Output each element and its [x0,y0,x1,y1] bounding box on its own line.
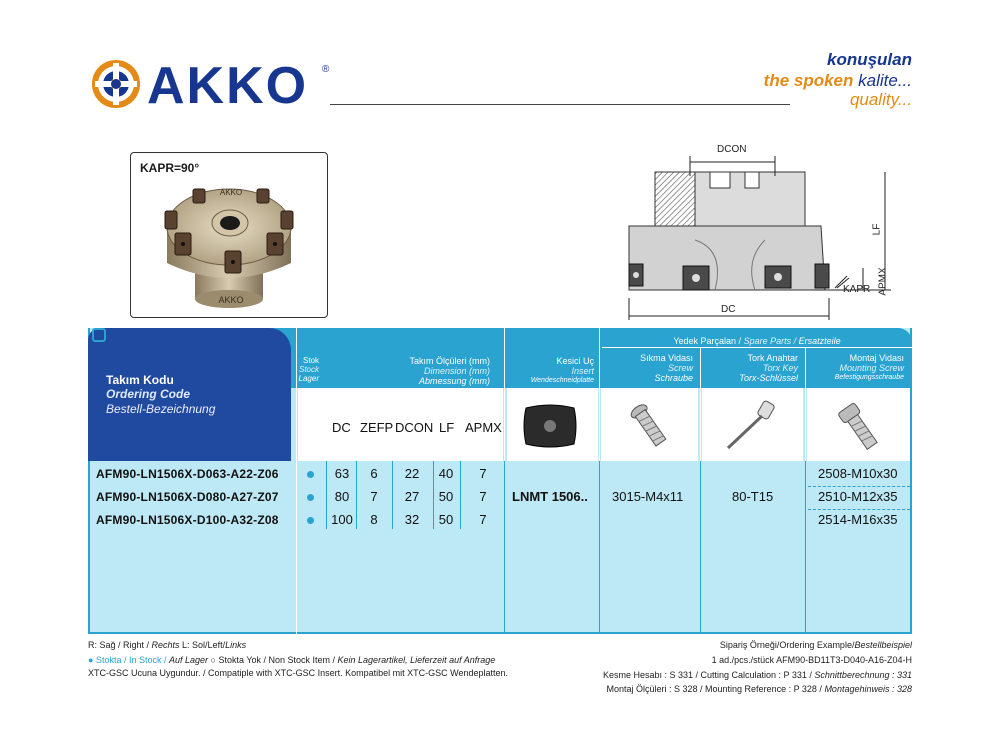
cutting-calc-de: Schnittberechnung : 331 [814,670,912,680]
cell-apmx: 7 [479,512,487,527]
lf-label: LF [871,223,883,236]
stock-de: Lager [298,374,319,383]
screw-de: Schraube [654,373,693,383]
cell-mount: 2510-M12x35 [818,489,898,504]
row-divider [808,486,910,487]
kapr-label: KAPR=90° [140,161,200,175]
dc-label: DC [721,304,736,315]
cell-lf: 40 [438,466,454,481]
grid-line [599,461,600,634]
cell-apmx: 7 [479,489,487,504]
akko-logo [92,57,337,115]
slogan-the-spoken: the spoken [763,71,854,90]
legend-left-de: Links [225,640,247,650]
key-de: Torx-Schlüssel [739,373,798,383]
grid-line [504,461,505,634]
row-divider [808,509,910,510]
cell-zefp: 8 [370,512,378,527]
screw-en: Screw [667,363,693,373]
cell-zefp: 6 [370,466,378,481]
spare-en: Spare Parts / [743,336,797,346]
insert-en: Insert [571,366,594,376]
mounting-ref [606,684,912,694]
legend-direction [88,640,246,650]
torx-key-icon [720,398,780,454]
ordering-code-header [88,328,291,461]
stock-header [296,356,319,383]
spare-tr: Yedek Parçalan / [673,336,742,346]
legend-right: R: Sağ / Right / [88,640,152,650]
cell-zefp: 7 [370,489,378,504]
screw-header [602,353,693,383]
mounting-ref-text: Montaj Ölçüleri : S 328 / Mounting Reference : P 328 / [606,684,825,694]
corner-mark-icon [92,328,106,342]
spare-parts-title [602,336,912,346]
screw-icon [628,402,672,452]
insert-header [508,356,594,386]
dims-header [328,356,490,386]
mounting-screw-icon [834,402,884,452]
spare-divider [602,347,912,348]
cutting-calc-text: Kesme Hesabı : S 331 / Cutting Calculation : P 331 / [602,670,815,680]
slogan-line-1: konuşulan [826,50,912,69]
svg-text:AKKO: AKKO [218,295,244,305]
cell-dcon: 32 [404,512,420,527]
in-stock-dot-icon [307,494,314,501]
col-dc: DC [332,420,351,435]
title-tr: Takım Kodu [106,373,174,387]
svg-text:AKKO: AKKO [219,188,243,197]
insert-tr: Kesici Uç [556,356,594,366]
cutting-calc-ref [603,670,912,680]
mount-en: Mounting Screw [839,363,904,373]
registered-mark: ® [322,64,330,75]
ordering-example-value: 1 ad./pcs./stück AFM90-BD11T3-D040-A16-Z04-H [711,655,912,665]
cell-mount: 2508-M10x30 [818,466,898,481]
kapr-dim-label: KAPR [843,284,871,295]
spare-de: Ersatzteile [798,336,841,346]
col-dcon: DCON [395,420,434,435]
in-stock-dot-icon [307,517,314,524]
key-tr: Tork Anahtar [747,353,798,363]
col-lf: LF [439,420,455,435]
dcon-label: DCON [717,144,747,155]
stock-en: Stock [298,365,319,374]
ordering-example-de: Bestellbeispiel [854,640,912,650]
legend-non-stock-de: Kein Lagerartikel, Lieferzeit auf Anfrage [337,655,496,665]
cell-mount: 2514-M16x35 [818,512,898,527]
key-header [703,353,798,383]
cell-dcon: 22 [404,466,420,481]
header-rule [330,104,790,105]
dims-de: Abmessung (mm) [418,376,490,386]
cutter-cross-section [615,140,895,326]
slogan-kalite: kalite... [858,71,912,90]
insert-de: Wendeschneidplatte [530,377,594,384]
ordering-code: AFM90-LN1506X-D063-A22-Z06 [96,467,279,481]
screw-tr: Sıkma Vidası [640,353,693,363]
product-table [88,328,912,634]
insert-icon [520,400,580,452]
cell-dc: 80 [334,489,350,504]
cell-dcon: 27 [404,489,420,504]
brand-name: AKKO [147,57,309,115]
in-stock-dot-icon [307,471,314,478]
slogan-line-3: quality... [849,90,912,109]
akko-logo-mark-icon [92,60,140,108]
cell-lf: 50 [438,512,454,527]
key-en: Torx Key [762,363,798,373]
apmx-label: APMX [877,267,889,296]
legend-right-de: Rechts [151,640,180,650]
title-de: Bestell-Bezeichnung [106,402,216,416]
legend-in-stock: ● Stokta / In Stock / [88,655,167,665]
grid-line [296,328,297,634]
grid-line [700,461,701,634]
screw-value: 3015-M4x11 [612,489,684,504]
legend-left: L: Sol/Left/ [179,640,226,650]
ordering-example-label: Sipariş Örneği/Ordering Example/ [719,640,855,650]
legend-stock [88,655,495,665]
cell-dc: 100 [331,512,353,527]
ordering-example-title [720,640,912,650]
dims-en: Dimension (mm) [423,366,490,376]
face-mill-photo [131,153,327,317]
cell-apmx: 7 [479,466,487,481]
grid-line [805,461,806,634]
slogan-line-2 [764,71,912,91]
legend-non-stock: ○ Stokta Yok / Non Stock Item / [210,655,338,665]
product-photo-frame [130,152,328,318]
legend-in-stock-de: Auf Lager [168,655,209,665]
stock-tr: Stok [302,356,319,365]
mount-de: Befestigungsschraube [834,374,904,381]
grid-line [392,461,393,529]
compatibility-note: XTC-GSC Ucuna Uygundur. / Compatiple with XTC-GSC Insert. Kompatibel mit XTC-GSC Wendeplatten. [88,668,508,678]
mount-header [808,353,904,383]
mount-tr: Montaj Vidası [849,353,904,363]
technical-drawing [615,140,895,326]
cell-dc: 63 [334,466,350,481]
cell-lf: 50 [438,489,454,504]
mounting-ref-de: Montagehinweis : 328 [824,684,912,694]
title-en: Ordering Code [106,387,191,401]
torx-key-value: 80-T15 [732,489,774,504]
ordering-code: AFM90-LN1506X-D080-A27-Z07 [96,490,279,504]
dims-tr: Takım Ölçüleri (mm) [409,356,490,366]
insert-value: LNMT 1506.. [512,489,588,504]
col-apmx: APMX [465,420,502,435]
col-zefp: ZEFP [360,420,394,435]
ordering-code: AFM90-LN1506X-D100-A32-Z08 [96,513,279,527]
